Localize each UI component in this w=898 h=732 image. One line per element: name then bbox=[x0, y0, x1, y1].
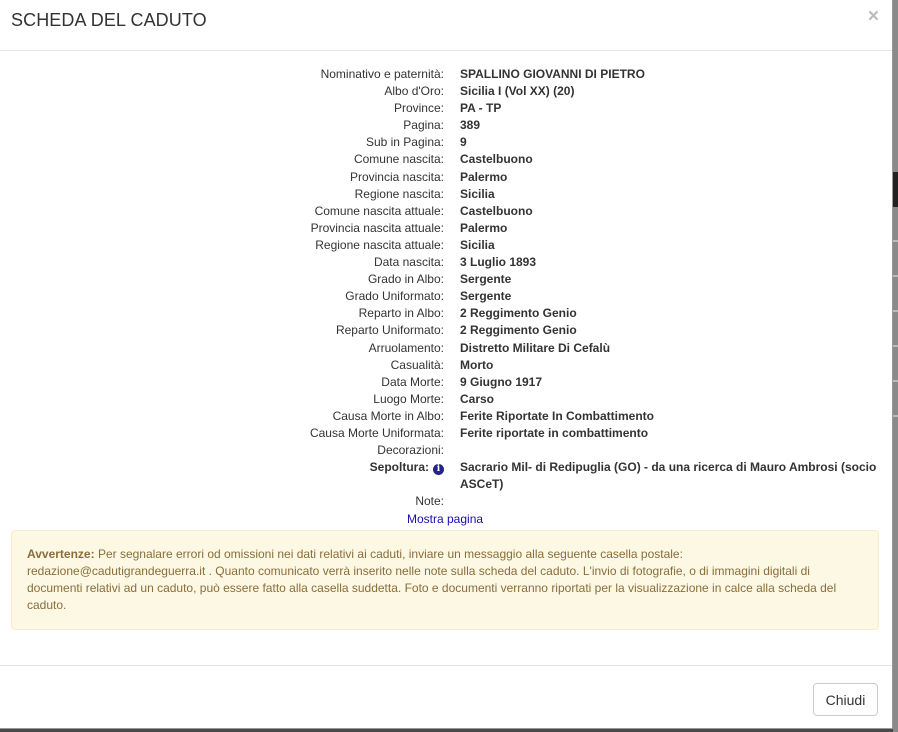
field-label-text: Sub in Pagina: bbox=[365, 135, 444, 150]
field-value: 9 Giugno 1917 bbox=[460, 374, 543, 389]
field-value: Morto bbox=[460, 357, 494, 372]
record-row bbox=[0, 459, 892, 493]
record-row bbox=[0, 83, 892, 100]
record-row bbox=[0, 288, 892, 305]
close-button[interactable]: Chiudi bbox=[813, 683, 878, 716]
record-row bbox=[0, 220, 892, 237]
field-label bbox=[394, 100, 444, 117]
field-label-text: Reparto in Albo: bbox=[358, 306, 444, 321]
field-label bbox=[377, 442, 444, 459]
show-page-link[interactable]: Mostra pagina bbox=[407, 512, 484, 526]
field-value: Ferite Riportate In Combattimento bbox=[460, 408, 655, 423]
field-label bbox=[345, 288, 444, 305]
field-label-text: Data nascita: bbox=[373, 255, 444, 270]
record-row bbox=[0, 117, 892, 134]
record-row bbox=[0, 237, 892, 254]
field-value: Sicilia bbox=[460, 186, 495, 201]
record-row bbox=[0, 493, 892, 510]
field-label bbox=[315, 203, 444, 220]
field-label bbox=[336, 322, 444, 339]
field-label-text: Regione nascita: bbox=[354, 186, 444, 201]
field-value: Palermo bbox=[460, 220, 508, 235]
field-value: Sicilia I (Vol XX) (20) bbox=[460, 84, 575, 99]
field-label bbox=[315, 237, 444, 254]
record-details bbox=[0, 66, 892, 510]
field-label-text: Grado in Albo: bbox=[367, 272, 444, 287]
field-label bbox=[370, 459, 444, 476]
field-label bbox=[310, 425, 444, 442]
record-row bbox=[0, 305, 892, 322]
record-row bbox=[0, 203, 892, 220]
field-label-text: Provincia nascita attuale: bbox=[310, 220, 444, 235]
record-row bbox=[0, 186, 892, 203]
record-row bbox=[0, 100, 892, 117]
field-label-text: Data Morte: bbox=[381, 374, 444, 389]
field-value: SPALLINO GIOVANNI DI PIETRO bbox=[460, 67, 645, 81]
record-row bbox=[0, 151, 892, 168]
field-label-text: Arruolamento: bbox=[368, 340, 444, 355]
field-label-text: Regione nascita attuale: bbox=[315, 237, 444, 252]
field-value: Palermo bbox=[460, 169, 508, 184]
field-label-text: Decorazioni: bbox=[377, 443, 444, 458]
field-label bbox=[366, 134, 444, 151]
field-label-text: Note: bbox=[415, 494, 444, 509]
field-label-text: Comune nascita attuale: bbox=[314, 203, 444, 218]
record-row bbox=[0, 442, 892, 459]
field-label-text: Comune nascita: bbox=[353, 152, 444, 167]
field-label bbox=[350, 169, 444, 186]
field-label bbox=[368, 271, 444, 288]
background-page bbox=[893, 0, 898, 732]
field-label-text: Sepoltura: bbox=[369, 460, 429, 475]
field-value: Sacrario Mil- di Redipuglia (GO) - da una ricerca di Mauro Ambrosi (socio ASCeT) bbox=[460, 460, 877, 492]
modal-footer bbox=[0, 665, 892, 729]
info-icon[interactable]: i bbox=[433, 464, 444, 475]
modal-title: SCHEDA DEL CADUTO bbox=[11, 10, 207, 30]
record-row bbox=[0, 408, 892, 425]
field-label-text: Pagina: bbox=[403, 118, 444, 133]
field-label-text: Provincia nascita: bbox=[349, 169, 444, 184]
field-value: 3 Luglio 1893 bbox=[460, 255, 537, 270]
field-value: Castelbuono bbox=[460, 203, 533, 218]
field-value: 389 bbox=[460, 118, 481, 133]
field-label-text: Albo d'Oro: bbox=[384, 84, 444, 99]
field-label bbox=[311, 220, 444, 237]
field-label bbox=[391, 357, 444, 374]
field-label bbox=[403, 117, 444, 134]
field-value: 2 Reggimento Genio bbox=[460, 306, 577, 321]
field-value: Carso bbox=[460, 391, 495, 406]
record-row bbox=[0, 271, 892, 288]
close-icon[interactable]: × bbox=[867, 6, 879, 27]
field-label bbox=[354, 151, 444, 168]
field-label bbox=[415, 493, 444, 510]
field-label-text: Luogo Morte: bbox=[373, 391, 444, 406]
field-label bbox=[374, 254, 444, 271]
field-label bbox=[373, 391, 444, 408]
field-value: Distretto Militare Di Cefalù bbox=[460, 340, 611, 355]
field-label bbox=[355, 186, 444, 203]
record-row bbox=[0, 322, 892, 339]
field-label-text: Casualità: bbox=[390, 357, 444, 372]
field-label bbox=[369, 340, 444, 357]
field-value: Sergente bbox=[460, 272, 512, 287]
record-row bbox=[0, 254, 892, 271]
field-value: Sicilia bbox=[460, 237, 495, 252]
record-row bbox=[0, 66, 892, 83]
record-row bbox=[0, 169, 892, 186]
field-label bbox=[321, 66, 444, 83]
field-value: Sergente bbox=[460, 289, 512, 304]
field-label bbox=[333, 408, 444, 425]
record-row bbox=[0, 374, 892, 391]
field-value: PA - TP bbox=[460, 101, 502, 116]
field-label-text: Nominativo e paternità: bbox=[320, 67, 444, 81]
field-label bbox=[381, 374, 444, 391]
record-row bbox=[0, 134, 892, 151]
record-row bbox=[0, 425, 892, 442]
modal-header bbox=[0, 0, 892, 51]
record-row bbox=[0, 357, 892, 374]
field-label-text: Causa Morte Uniformata: bbox=[309, 425, 444, 440]
field-value: Ferite riportate in combattimento bbox=[460, 425, 649, 440]
field-label bbox=[359, 305, 444, 322]
field-value: 9 bbox=[460, 135, 467, 150]
field-label-text: Province: bbox=[393, 101, 444, 116]
field-label-text: Grado Uniformato: bbox=[345, 289, 444, 304]
field-value: 2 Reggimento Genio bbox=[460, 323, 577, 338]
warning-alert bbox=[11, 530, 879, 630]
field-label-text: Reparto Uniformato: bbox=[335, 323, 444, 338]
field-value: Castelbuono bbox=[460, 152, 533, 167]
field-label bbox=[384, 83, 444, 100]
alert-text: Per segnalare errori od omissioni nei dati relativi ai caduti, inviare un messaggio alla seguente casella postale: redazione@cadutigrandeguerra.it . Quanto comunicato verrà inserito nelle note sulla scheda del caduto. L'invio di fotografie, o di immagini digitali di documenti relativi ad un caduto, può essere fatto alla casella suddetta. Foto e documenti verranno riportati per la visualizzazione in calce alla scheda del caduto. bbox=[27, 547, 837, 612]
record-row bbox=[0, 391, 892, 408]
field-label-text: Causa Morte in Albo: bbox=[332, 408, 444, 423]
record-row bbox=[0, 340, 892, 357]
alert-heading: Avvertenze: bbox=[27, 547, 95, 561]
